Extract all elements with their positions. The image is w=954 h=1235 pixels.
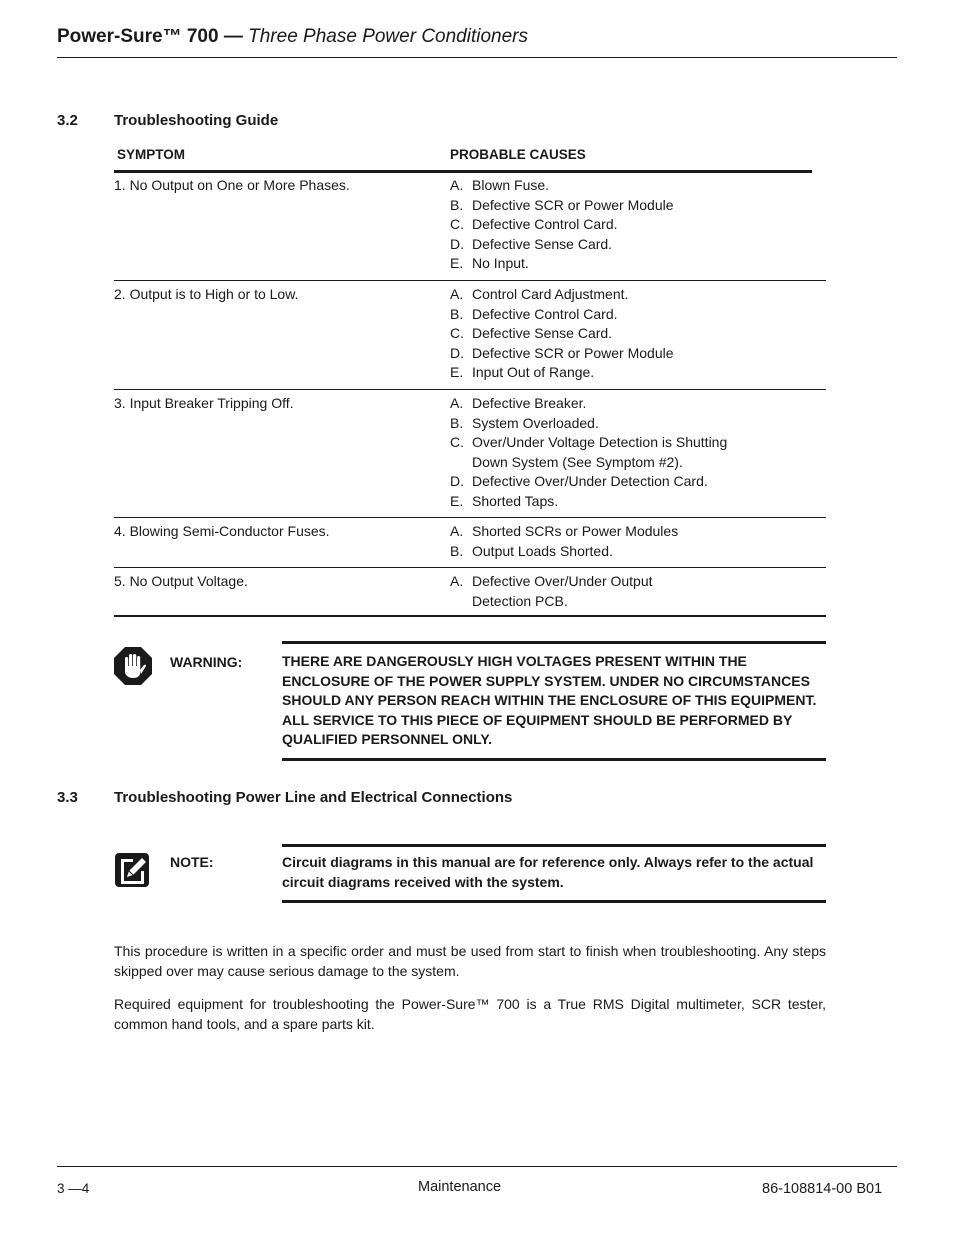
cause-text: Defective SCR or Power Module <box>472 344 674 361</box>
cause-item <box>450 215 820 235</box>
cause-item <box>450 176 820 196</box>
cause-letter: E. <box>450 492 464 509</box>
footer-rule <box>57 1166 897 1167</box>
row-divider <box>114 567 826 568</box>
causes-cell <box>450 285 820 383</box>
cause-item <box>450 285 820 305</box>
cause-letter: E. <box>450 364 464 380</box>
cause-letter: D. <box>450 473 464 489</box>
symptom-cell: 2. Output is to High or to Low. <box>114 286 299 302</box>
cause-letter: A. <box>450 286 464 302</box>
symptom-cell: 4. Blowing Semi-Conductor Fuses. <box>114 523 330 539</box>
cause-text: Shorted Taps. <box>472 492 559 509</box>
cause-text: Blown Fuse. <box>472 177 550 193</box>
cause-letter: B. <box>450 305 464 322</box>
symptom-cell: 5. No Output Voltage. <box>114 573 248 589</box>
symptom-cell: 1. No Output on One or More Phases. <box>114 177 350 193</box>
footer-section: Maintenance <box>418 1179 502 1195</box>
cause-text: Defective Breaker. <box>472 395 587 411</box>
header-rule <box>57 57 897 58</box>
cause-letter: B. <box>450 542 464 559</box>
section-title: Troubleshooting Power Line and Electrical Connections <box>114 789 513 806</box>
cause-item <box>450 414 820 434</box>
body-paragraph: This procedure is written in a specific order and must be used from start to finish when troubleshooting. Any steps skipped over may cause serious damage to the system. <box>114 943 826 979</box>
cause-item <box>450 394 820 414</box>
cause-item <box>450 344 820 364</box>
row-divider <box>114 389 826 390</box>
cause-letter: C. <box>450 434 464 450</box>
document-id: 86-108814-00 B01 <box>762 1181 883 1197</box>
cause-letter: A. <box>450 177 464 193</box>
column-header-causes: PROBABLE CAUSES <box>450 147 586 162</box>
cause-text: Shorted SCRs or Power Modules <box>472 523 679 539</box>
cause-text: Down System (See Symptom #2). <box>472 453 683 470</box>
cause-text: Defective Control Card. <box>472 216 618 232</box>
note-top-rule <box>282 844 826 847</box>
note-text <box>282 853 830 892</box>
row-divider <box>114 517 826 518</box>
cause-item <box>450 363 820 383</box>
causes-cell <box>450 394 820 511</box>
causes-cell <box>450 176 820 274</box>
stop-hand-icon <box>113 646 153 686</box>
cause-item <box>450 196 820 216</box>
cause-letter: C. <box>450 216 464 232</box>
causes-cell <box>450 522 820 561</box>
cause-letter: A. <box>450 523 464 539</box>
section-title: Troubleshooting Guide <box>114 112 279 129</box>
row-divider <box>114 280 826 281</box>
table-top-rule <box>114 170 812 173</box>
cause-text: Defective Sense Card. <box>472 325 613 341</box>
cause-text: Defective SCR or Power Module <box>472 196 674 213</box>
warning-line: QUALIFIED PERSONNEL ONLY. <box>282 731 493 747</box>
warning-line: ALL SERVICE TO THIS PIECE OF EQUIPMENT SHOULD BE PERFORMED BY <box>282 711 793 728</box>
product-subtitle: Three Phase Power Conditioners <box>248 26 528 47</box>
cause-text: Detection PCB. <box>472 592 568 609</box>
row-divider <box>114 615 826 617</box>
note-line: circuit diagrams received with the system. <box>282 873 564 890</box>
cause-text: No Input. <box>472 255 529 271</box>
warning-line: THERE ARE DANGEROUSLY HIGH VOLTAGES PRESENT WITHIN THE <box>282 653 747 669</box>
warning-text <box>282 652 830 750</box>
cause-text: Over/Under Voltage Detection is Shutting <box>472 434 728 450</box>
cause-letter: A. <box>450 395 464 411</box>
note-pencil-icon <box>115 853 149 887</box>
cause-item <box>450 324 820 344</box>
cause-item <box>450 542 820 562</box>
causes-cell <box>450 572 820 611</box>
cause-letter: C. <box>450 325 464 341</box>
cause-text: Defective Control Card. <box>472 305 618 322</box>
cause-letter: B. <box>450 414 464 431</box>
cause-item <box>450 433 820 453</box>
warning-line: ENCLOSURE OF THE POWER SUPPLY SYSTEM. UNDER NO CIRCUMSTANCES <box>282 672 810 689</box>
cause-text: Control Card Adjustment. <box>472 286 629 302</box>
body-paragraph: Required equipment for troubleshooting the Power-Sure™ 700 is a True RMS Digital multimeter, SCR tester, common hand tools, and a spare parts kit. <box>114 996 826 1032</box>
cause-letter: D. <box>450 235 464 252</box>
cause-letter: D. <box>450 344 464 361</box>
cause-item <box>450 254 820 274</box>
cause-item <box>450 305 820 325</box>
page-header-title <box>57 26 528 48</box>
note-bottom-rule <box>282 900 826 903</box>
cause-item <box>450 592 820 612</box>
page-number: 3 —4 <box>57 1181 90 1196</box>
column-header-symptom: SYMPTOM <box>117 147 186 162</box>
note-label: NOTE: <box>170 854 214 870</box>
cause-text: Defective Over/Under Detection Card. <box>472 473 708 489</box>
cause-item <box>450 492 820 512</box>
product-name: Power-Sure™ 700 — <box>57 26 243 47</box>
cause-text: Input Out of Range. <box>472 364 595 380</box>
section-number: 3.3 <box>57 789 78 806</box>
cause-letter: A. <box>450 573 464 589</box>
cause-item <box>450 522 820 542</box>
symptom-cell: 3. Input Breaker Tripping Off. <box>114 395 294 411</box>
section-number: 3.2 <box>57 112 78 129</box>
cause-text: Defective Over/Under Output <box>472 573 653 589</box>
note-line: Circuit diagrams in this manual are for reference only. Always refer to the actual <box>282 854 814 870</box>
cause-text: Defective Sense Card. <box>472 235 613 252</box>
warning-label: WARNING: <box>170 654 243 670</box>
cause-item <box>450 235 820 255</box>
warning-line: SHOULD ANY PERSON REACH WITHIN THE ENCLOSURE OF THIS EQUIPMENT. <box>282 692 817 708</box>
cause-letter: E. <box>450 255 464 271</box>
cause-text: Output Loads Shorted. <box>472 542 613 559</box>
cause-item <box>450 453 820 473</box>
cause-text: System Overloaded. <box>472 414 599 431</box>
cause-item <box>450 472 820 492</box>
cause-letter: B. <box>450 196 464 213</box>
cause-item <box>450 572 820 592</box>
warning-top-rule <box>282 641 826 644</box>
warning-bottom-rule <box>282 758 826 761</box>
